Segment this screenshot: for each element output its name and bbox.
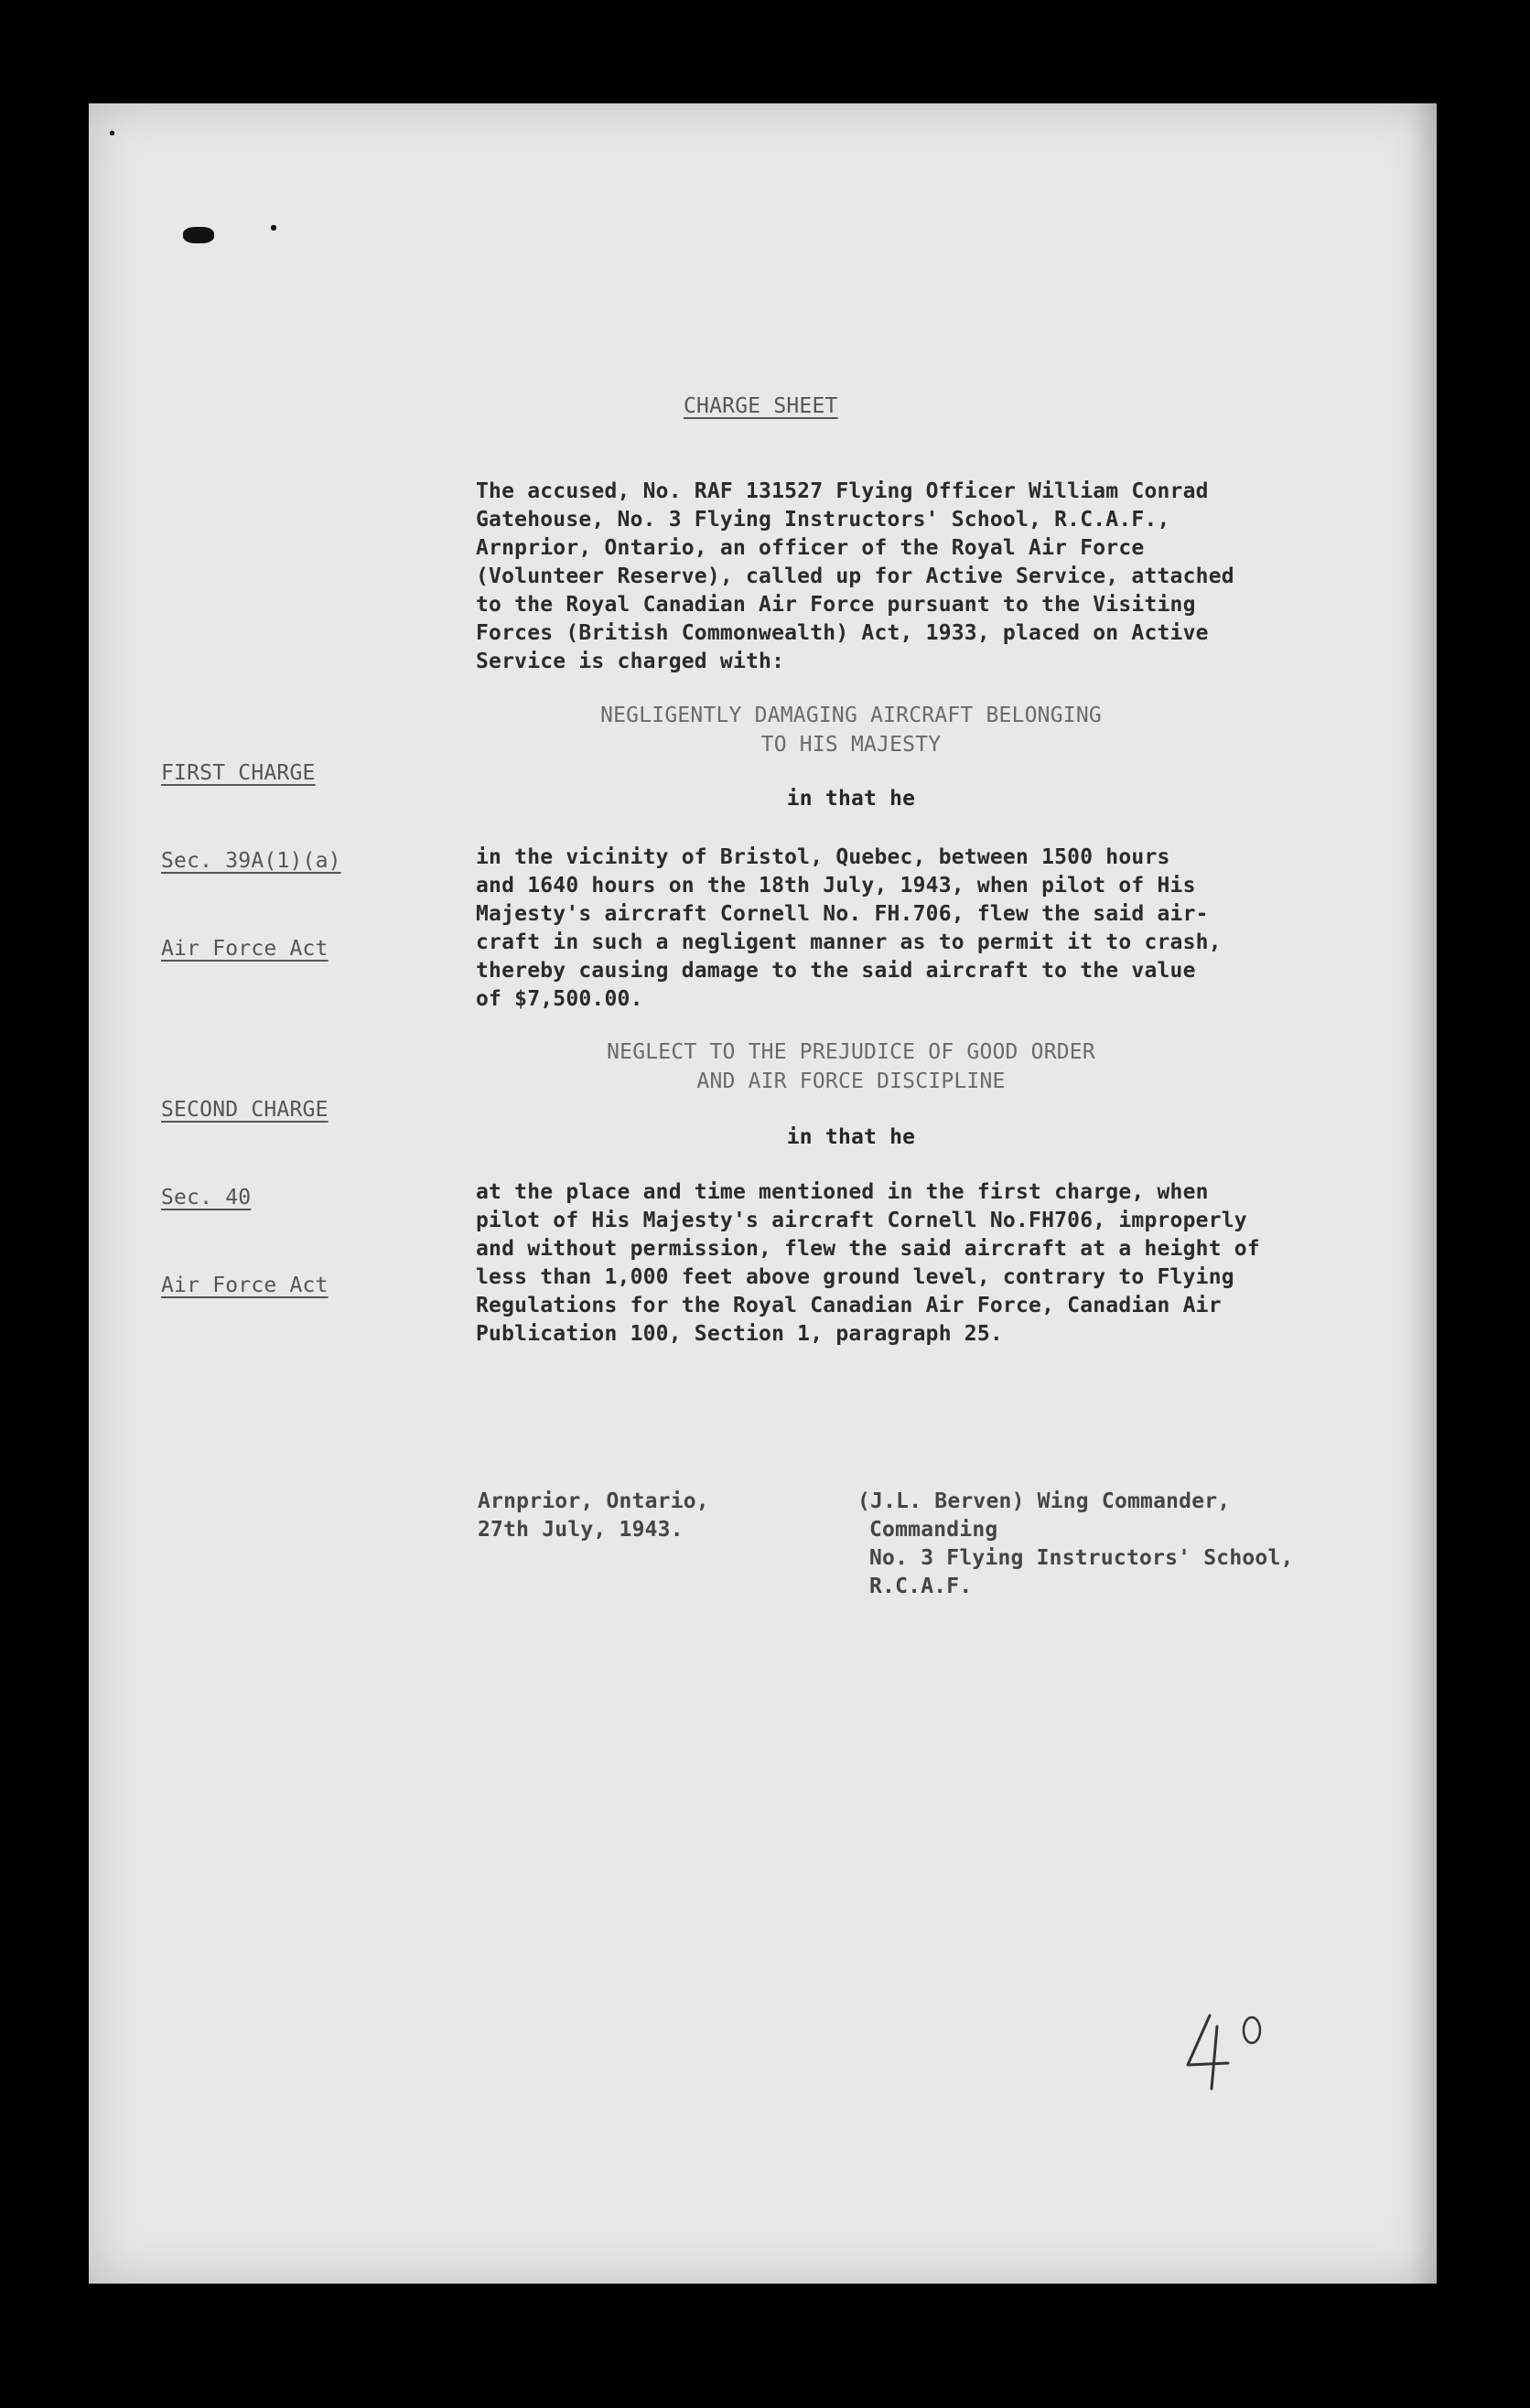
signature-unit-line: No. 3 Flying Instructors' School, [869,1546,1294,1570]
first-charge-body-line-4: craft in such a negligent manner as to permit it to crash, [476,930,1222,954]
ink-dot [110,131,114,135]
signature-name-line: (J.L. Berven) Wing Commander, [857,1489,1231,1513]
first-charge-in-that: in that he [786,787,916,811]
second-charge-body-line-3: and without permission, flew the said aircraft at a height of [476,1237,1260,1261]
signature-force-line: R.C.A.F. [869,1575,973,1598]
second-charge-body-line-1: at the place and time mentioned in the first charge, when [476,1180,1209,1204]
document-title: CHARGE SHEET [684,394,838,418]
second-charge-heading-line-2: AND AIR FORCE DISCIPLINE [696,1070,1006,1093]
second-charge-body-line-5: Regulations for the Royal Canadian Air Force, Canadian Air [476,1294,1222,1317]
first-charge-body-line-1: in the vicinity of Bristol, Quebec, between 1500 hours [476,845,1170,869]
second-charge-margin-note [161,1037,329,1329]
first-charge-section: Sec. 39A(1)(a) [161,849,341,873]
intro-line-4: (Volunteer Reserve), called up for Active Service, attached [476,564,1234,588]
first-charge-label: FIRST CHARGE [161,761,316,785]
ink-dot [271,225,276,231]
ink-blot [183,227,214,243]
second-charge-label: SECOND CHARGE [161,1098,329,1122]
intro-line-6: Forces (British Commonwealth) Act, 1933, placed on Active [476,621,1209,645]
second-charge-heading-line-1: NEGLECT TO THE PREJUDICE OF GOOD ORDER [607,1040,1095,1064]
intro-line-5: to the Royal Canadian Air Force pursuant to the Visiting [476,593,1196,617]
second-charge-in-that: in that he [786,1125,916,1149]
date-line: 27th July, 1943. [478,1518,684,1542]
second-charge-body-line-6: Publication 100, Section 1, paragraph 25. [476,1322,1003,1346]
first-charge-body-line-5: thereby causing damage to the said aircraft to the value [476,959,1196,983]
intro-line-1: The accused, No. RAF 131527 Flying Officer William Conrad [476,479,1209,503]
second-charge-section: Sec. 40 [161,1186,252,1209]
first-charge-margin-note [161,700,341,993]
intro-line-3: Arnprior, Ontario, an officer of the Royal Air Force [476,536,1145,560]
signature-role-line: Commanding [869,1518,998,1542]
second-charge-act: Air Force Act [161,1274,329,1297]
place-line: Arnprior, Ontario, [478,1489,709,1513]
handwritten-page-number [1180,2008,1281,2091]
first-charge-body-line-3: Majesty's aircraft Cornell No. FH.706, flew the said air- [476,902,1209,926]
second-charge-body-line-4: less than 1,000 feet above ground level, contrary to Flying [476,1265,1234,1289]
first-charge-act: Air Force Act [161,937,329,961]
intro-line-2: Gatehouse, No. 3 Flying Instructors' School, R.C.A.F., [476,508,1170,532]
first-charge-body-line-6: of $7,500.00. [476,987,643,1011]
first-charge-heading-line-1: NEGLIGENTLY DAMAGING AIRCRAFT BELONGING [600,704,1102,727]
first-charge-heading-line-2: TO HIS MAJESTY [760,733,942,757]
second-charge-body-line-2: pilot of His Majesty's aircraft Cornell No.FH706, improperly [476,1209,1247,1232]
intro-line-7: Service is charged with: [476,650,785,673]
first-charge-body-line-2: and 1640 hours on the 18th July, 1943, when pilot of His [476,874,1196,898]
